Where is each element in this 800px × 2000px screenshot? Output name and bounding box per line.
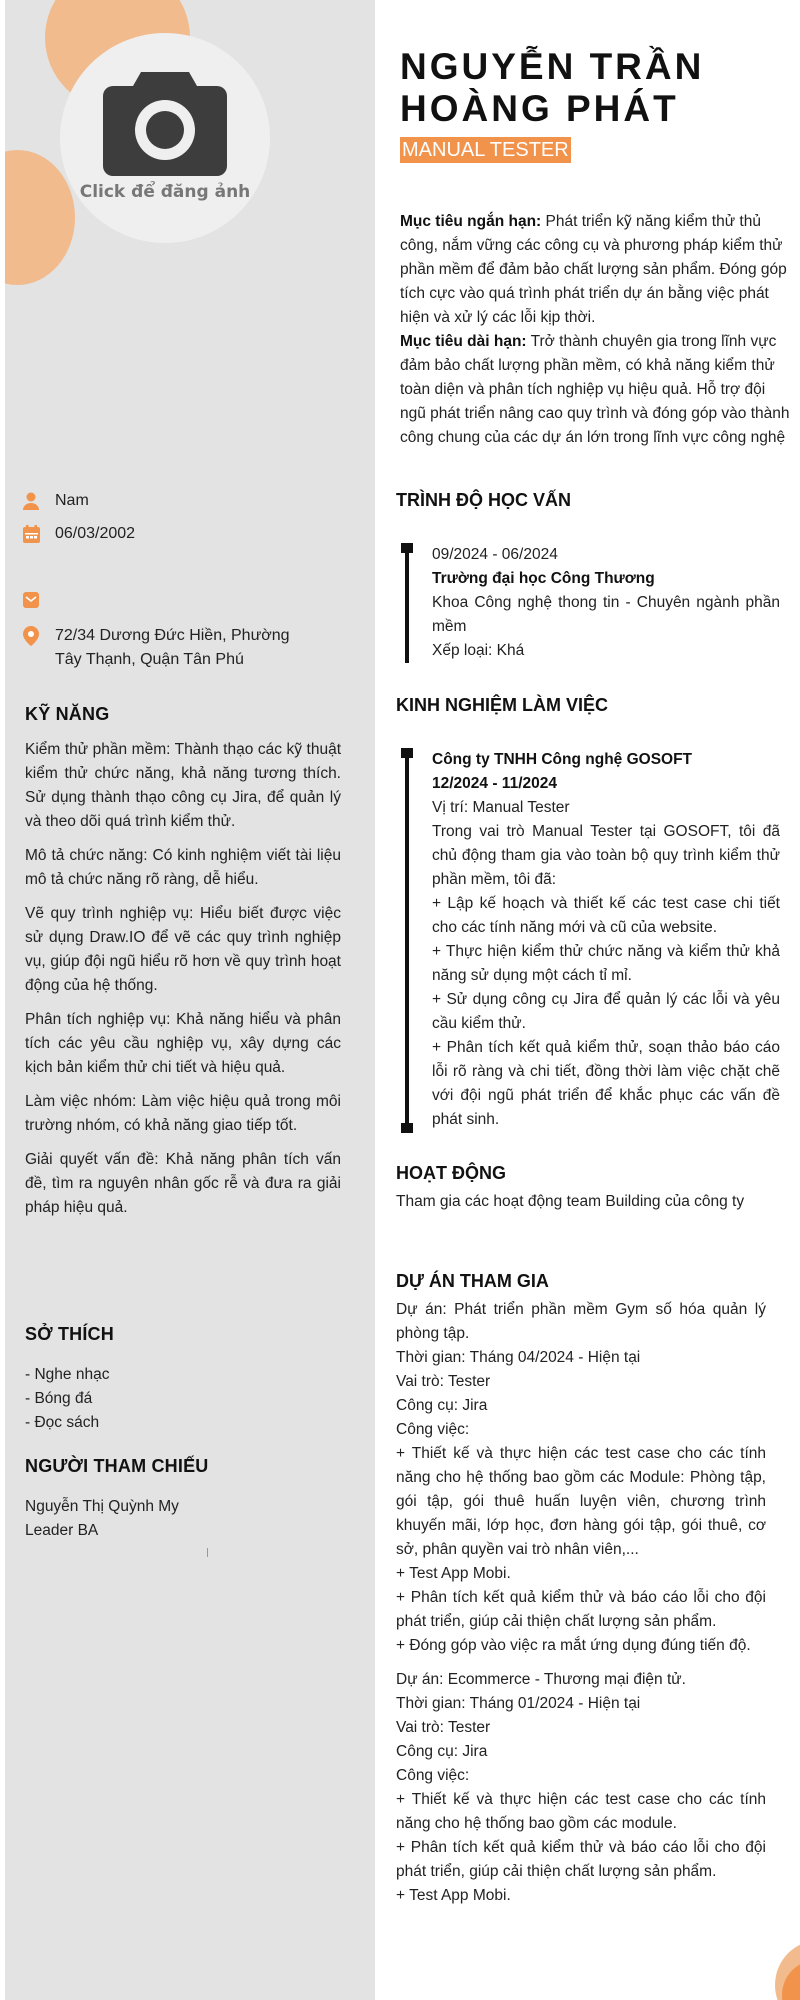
project-role: Vai trò: Tester — [396, 1719, 491, 1736]
project-task: + Phân tích kết quả kiểm thử và báo cáo lỗi cho đội phát triển, giúp cải thiện chất lượng sản phẩm. — [396, 1839, 766, 1880]
project-tool: Công cụ: Jira — [396, 1743, 488, 1760]
education-major: Khoa Công nghệ thong tin - Chuyên ngành phần mềm — [432, 594, 780, 635]
experience-task: + Thực hiện kiểm thử chức năng và kiểm thử khả năng sử dụng một cách tỉ mỉ. — [432, 943, 780, 984]
address-row — [23, 624, 290, 672]
skill-item: Vẽ quy trình nghiệp vụ: Hiểu biết được việc sử dụng Draw.IO để vẽ các quy trình nghiệp vụ, giúp đội ngũ hiểu rõ hơn về quy trình hoạt động của hệ thống. — [25, 905, 341, 994]
mail-icon — [23, 588, 45, 612]
address-line: 72/34 Dương Đức Hiền, Phường — [55, 627, 290, 644]
skill-item: Mô tả chức năng: Có kinh nghiệm viết tài liệu mô tả chức năng rõ ràng, dễ hiểu. — [25, 847, 341, 888]
address-line: Tây Thạnh, Quận Tân Phú — [55, 651, 244, 668]
project-time: Thời gian: Tháng 04/2024 - Hiện tại — [396, 1349, 641, 1366]
objective-label: Mục tiêu ngắn hạn: — [400, 213, 542, 230]
hobbies-heading: SỞ THÍCH — [25, 1324, 114, 1344]
projects-heading: DỰ ÁN THAM GIA — [396, 1271, 549, 1291]
project-task: + Test App Mobi. — [396, 1565, 511, 1582]
project-name: Dự án: Ecommerce - Thương mại điện tử. — [396, 1671, 686, 1688]
project-item — [396, 1298, 766, 1658]
timeline-line — [405, 543, 409, 663]
projects-list — [396, 1298, 766, 1918]
experience-position: Vị trí: Manual Tester — [432, 799, 570, 816]
divider — [207, 1548, 208, 1557]
address-value — [55, 624, 290, 672]
hobbies-list — [25, 1363, 335, 1435]
location-icon — [23, 624, 45, 648]
experience-period: 12/2024 - 11/2024 — [432, 775, 557, 792]
objective-text: Phát triển kỹ năng kiểm thử thủ công, nắm vững các công cụ và phương pháp kiểm thử phần mềm để đảm bảo chất lượng sản phẩm. Đóng góp tích cực vào quá trình phát triển dự án bằng việc phát hiện và xử lý các lỗi kịp thời. — [400, 213, 787, 326]
project-role: Vai trò: Tester — [396, 1373, 491, 1390]
name-line: HOÀNG PHÁT — [400, 88, 679, 129]
references-heading: NGƯỜI THAM CHIẾU — [25, 1456, 209, 1476]
avatar-upload[interactable] — [60, 33, 270, 243]
name-line: NGUYỄN TRẦN — [400, 46, 705, 87]
education-period: 09/2024 - 06/2024 — [432, 546, 558, 563]
company-name: Công ty TNHH Công nghệ GOSOFT — [432, 751, 693, 768]
career-objective — [400, 210, 792, 450]
skills-list — [25, 738, 341, 1230]
reference-block — [25, 1495, 335, 1543]
project-work-label: Công việc: — [396, 1421, 470, 1438]
experience-task: + Lập kế hoạch và thiết kế các test case chi tiết cho các tính năng mới và cũ của website. — [432, 895, 780, 936]
calendar-icon — [23, 522, 45, 546]
activities-text: Tham gia các hoạt động team Building của công ty — [396, 1193, 745, 1210]
experience-intro: Trong vai trò Manual Tester tại GOSOFT, tôi đã chủ động tham gia vào toàn bộ quy trình kiểm thử phần mềm, tôi đã: — [432, 823, 780, 888]
project-time: Thời gian: Tháng 01/2024 - Hiện tại — [396, 1695, 641, 1712]
experience-task: + Phân tích kết quả kiểm thử, soạn thảo báo cáo lỗi rõ ràng và chi tiết, đồng thời làm việc chặt chẽ với đội ngũ phát triển để khắc phục các vấn đề phát sinh. — [432, 1039, 780, 1128]
reference-name: Nguyễn Thị Quỳnh My — [25, 1498, 179, 1515]
timeline-cap — [401, 1123, 413, 1133]
activities-heading: HOẠT ĐỘNG — [396, 1163, 506, 1183]
experience-timeline — [405, 748, 780, 1132]
timeline-line — [405, 748, 409, 1133]
full-name — [400, 46, 790, 130]
project-task: + Test App Mobi. — [396, 1887, 511, 1904]
hobby-item: - Bóng đá — [25, 1390, 93, 1407]
gender-row — [23, 489, 89, 513]
email-row — [23, 588, 55, 612]
education-grade: Xếp loại: Khá — [432, 642, 525, 659]
birthdate-value: 06/03/2002 — [55, 525, 136, 542]
role-badge: MANUAL TESTER — [402, 139, 569, 161]
reference-title: Leader BA — [25, 1522, 99, 1539]
project-task: + Đóng góp vào việc ra mắt ứng dụng đúng tiến độ. — [396, 1637, 751, 1654]
education-timeline — [405, 543, 780, 663]
skills-heading: KỸ NĂNG — [25, 704, 110, 724]
hobby-item: - Nghe nhạc — [25, 1366, 110, 1383]
experience-entry — [432, 748, 780, 1132]
camera-icon — [101, 66, 229, 176]
project-task: + Phân tích kết quả kiểm thử và báo cáo lỗi cho đội phát triển, giúp cải thiện chất lượng sản phẩm. — [396, 1589, 766, 1630]
experience-heading: KINH NGHIỆM LÀM VIỆC — [396, 695, 609, 715]
education-entry — [432, 543, 780, 663]
project-task: + Thiết kế và thực hiện các test case cho các tính năng cho hệ thống bao gồm các module. — [396, 1791, 766, 1832]
project-task: + Thiết kế và thực hiện các test case cho các tính năng cho hệ thống bao gồm các Module: Phòng tập, gói tập, gói thuê huấn luyện viên, chương trình khuyến mãi, lớp học, đơn hàng gói tập, gói thuê, cơ sở, phân quyền vai trò nhân viên,... — [396, 1445, 766, 1558]
education-school: Trường đại học Công Thương — [432, 570, 655, 587]
project-work-label: Công việc: — [396, 1767, 470, 1784]
objective-label: Mục tiêu dài hạn: — [400, 333, 527, 350]
project-tool: Công cụ: Jira — [396, 1397, 488, 1414]
skill-item: Phân tích nghiệp vụ: Khả năng hiểu và phân tích các yêu cầu nghiệp vụ, xây dựng các kịch bản kiểm thử chi tiết và hiệu quả. — [25, 1011, 341, 1076]
user-icon — [23, 489, 45, 513]
photo-upload-label: Click để đăng ảnh — [79, 182, 251, 202]
education-heading: TRÌNH ĐỘ HỌC VẤN — [396, 490, 571, 510]
experience-task: + Sử dụng công cụ Jira để quản lý các lỗi và yêu cầu kiểm thử. — [432, 991, 780, 1032]
birthdate-row — [23, 522, 135, 546]
gender-value: Nam — [55, 492, 89, 509]
skill-item: Làm việc nhóm: Làm việc hiệu quả trong môi trường nhóm, có khả năng giao tiếp tốt. — [25, 1093, 341, 1134]
timeline-cap — [401, 748, 413, 758]
objective-text: Trở thành chuyên gia trong lĩnh vực đảm bảo chất lượng phần mềm, có khả năng kiểm thử toàn diện và phân tích nghiệp vụ hiệu quả. Hỗ trợ đội ngũ phát triển nâng cao quy trình và đóng góp vào thành công chung của các dự án lớn trong lĩnh vực công nghệ — [400, 333, 790, 446]
project-item — [396, 1668, 766, 1908]
timeline-cap — [401, 543, 413, 553]
project-name: Dự án: Phát triển phần mềm Gym số hóa quản lý phòng tập. — [396, 1301, 766, 1342]
hobby-item: - Đọc sách — [25, 1414, 100, 1431]
skill-item: Kiểm thử phần mềm: Thành thạo các kỹ thuật kiểm thử chức năng, khả năng tương thích. Sử dụng thành thạo công cụ Jira, để quản lý và theo dõi quá trình kiểm thử. — [25, 741, 341, 830]
skill-item: Giải quyết vấn đề: Khả năng phân tích vấn đề, tìm ra nguyên nhân gốc rễ và đưa ra giải pháp hiệu quả. — [25, 1151, 341, 1216]
